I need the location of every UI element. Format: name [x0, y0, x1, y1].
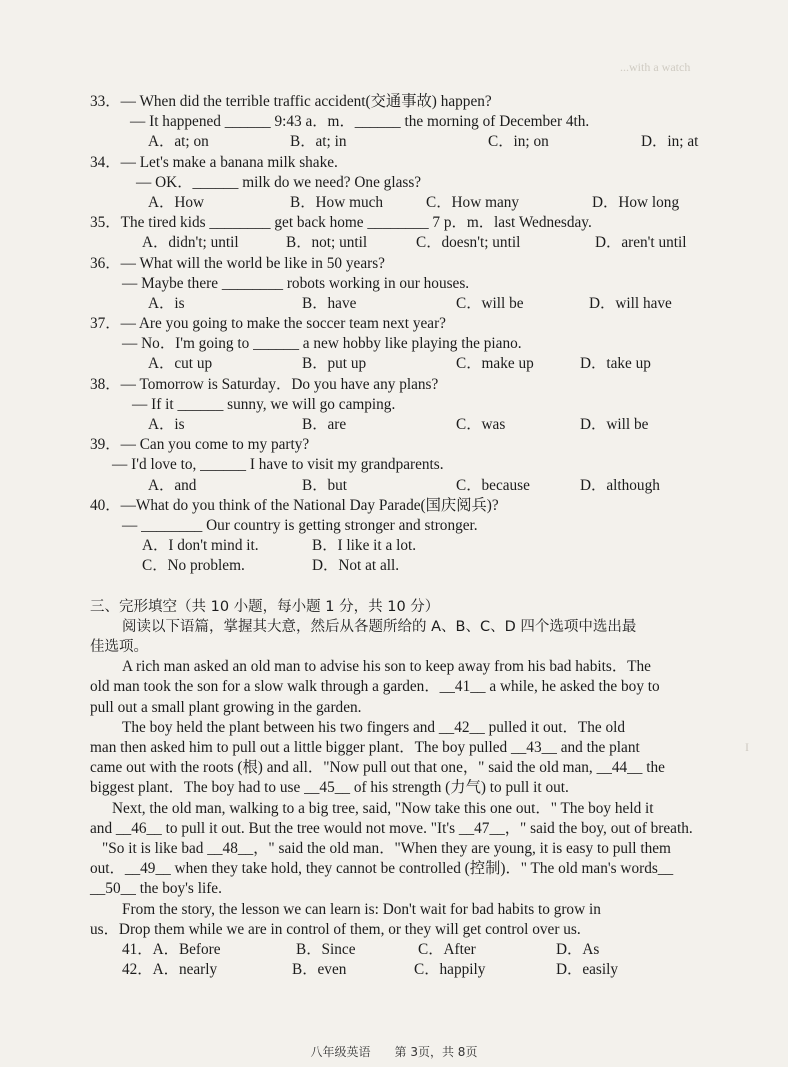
options-row: [90, 940, 750, 960]
answer-option: B．at; in: [290, 133, 347, 151]
answer-option: A．didn't; until: [142, 234, 239, 252]
options-row: [90, 233, 750, 253]
text-line: 36．— What will the world be like in 50 years?: [90, 254, 385, 272]
section-heading-line: 佳选项。: [90, 639, 148, 656]
answer-option: B．not; until: [286, 234, 368, 252]
answer-option: B．but: [302, 476, 348, 494]
text-line: — Maybe there ________ robots working in our houses.: [122, 274, 470, 292]
text-line: — If it ______ sunny, we will go camping.: [132, 395, 396, 413]
text-line: 37．— Are you going to make the soccer team next year?: [90, 315, 446, 333]
answer-option: B．even: [292, 961, 347, 979]
text-line: — No．I'm going to ______ a new hobby like playing the piano.: [122, 335, 522, 353]
options-row: [90, 960, 750, 980]
answer-option: C．because: [456, 476, 530, 494]
answer-option: D．although: [580, 476, 660, 494]
answer-option: C．doesn't; until: [416, 234, 521, 252]
options-row: [90, 132, 750, 152]
bleed-through-text: ...with a watch: [620, 60, 691, 74]
text-line: biggest plant．The boy had to use __45__ of his strength (力气) to pull it out.: [90, 779, 569, 797]
text-line: The boy held the plant between his two fingers and __42__ pulled it out．The old: [122, 718, 625, 736]
answer-option: D．easily: [556, 961, 619, 979]
text-line: 35．The tired kids ________ get back home ________ 7 p．m．last Wednesday.: [90, 214, 592, 232]
answer-option: C．No problem.: [142, 557, 245, 575]
text-line: — I'd love to, ______ I have to visit my grandparents.: [112, 456, 444, 474]
answer-option: B．are: [302, 416, 347, 433]
answer-option: D．in; at: [641, 133, 699, 151]
answer-option: D．take up: [580, 355, 651, 373]
answer-option: D．will have: [589, 294, 672, 312]
text-line: A rich man asked an old man to advise his son to keep away from his bad habits．The: [122, 658, 651, 676]
answer-option: B．I like it a lot.: [312, 537, 417, 555]
answer-option: 42．A．nearly: [122, 961, 218, 979]
text-line: Next, the old man, walking to a big tree, said, "Now take this one out．" The boy held it: [112, 799, 654, 817]
text-line: __50__ the boy's life.: [90, 880, 222, 898]
page-footer: 八年级英语 第 3页，共 8页: [310, 1045, 478, 1059]
answer-option: A．How: [148, 193, 205, 211]
options-row: [90, 294, 750, 314]
answer-option: D．Not at all.: [312, 557, 400, 575]
text-line: 40．—What do you think of the National Day Parade(国庆阅兵)?: [90, 496, 499, 514]
options-row: [90, 476, 750, 496]
text-line: out．__49__ when they take hold, they cannot be controlled (控制)．" The old man's words__: [90, 860, 674, 878]
section-heading-line: 阅读以下语篇，掌握其大意，然后从各题所给的 A、B、C、D 四个选项中选出最: [122, 618, 637, 635]
text-line: From the story, the lesson we can learn is: Don't wait for bad habits to grow in: [122, 900, 601, 918]
text-line: 39．— Can you come to my party?: [90, 436, 310, 454]
text-line: came out with the roots (根) and all．"Now pull out that one，" said the old man, __44__ the: [90, 759, 665, 777]
answer-option: A．I don't mind it.: [142, 537, 259, 555]
text-line: old man took the son for a slow walk through a garden．__41__ a while, he asked the boy to: [90, 678, 660, 696]
answer-option: C．was: [456, 416, 506, 433]
answer-option: A．at; on: [148, 133, 209, 151]
answer-option: D．aren't until: [595, 234, 687, 252]
answer-option: D．will be: [580, 416, 649, 433]
answer-option: B．have: [302, 294, 357, 312]
answer-option: C．will be: [456, 294, 524, 312]
bleed-through-text: I: [745, 740, 749, 754]
answer-option: D．How long: [592, 193, 680, 211]
exam-content: [90, 92, 750, 980]
answer-option: C．After: [418, 940, 476, 958]
options-row: [90, 536, 750, 556]
text-line: [90, 577, 750, 597]
answer-option: C．in; on: [488, 133, 549, 151]
answer-option: A．is: [148, 416, 185, 433]
text-line: 33．— When did the terrible traffic accident(交通事故) happen?: [90, 93, 492, 110]
text-line: — OK．______ milk do we need? One glass?: [136, 173, 422, 191]
answer-option: C．happily: [414, 961, 486, 979]
answer-option: A．and: [148, 476, 197, 494]
answer-option: C．How many: [426, 193, 520, 211]
text-line: — It happened ______ 9:43 a．m．______ the morning of December 4th.: [130, 113, 590, 131]
answer-option: B．How much: [290, 193, 384, 211]
options-row: [90, 193, 750, 213]
options-row: [90, 354, 750, 374]
answer-option: C．make up: [456, 355, 534, 373]
answer-option: A．is: [148, 294, 185, 312]
text-line: "So it is like bad __48__，" said the old man．"When they are young, it is easy to pull them: [102, 839, 671, 857]
options-row: [90, 415, 750, 435]
text-line: man then asked him to pull out a little bigger plant．The boy pulled __43__ and the plant: [90, 739, 640, 756]
section-heading-line: 三、完形填空（共 10 小题，每小题 1 分，共 10 分）: [90, 598, 440, 615]
options-row: [90, 556, 750, 576]
text-line: — ________ Our country is getting stronger and stronger.: [122, 516, 478, 534]
text-line: 38．— Tomorrow is Saturday．Do you have any plans?: [90, 375, 439, 393]
text-line: us．Drop them while we are in control of them, or they will get control over us.: [90, 920, 581, 938]
answer-option: 41．A．Before: [122, 940, 221, 958]
answer-option: B．put up: [302, 355, 367, 373]
answer-option: A．cut up: [148, 355, 213, 373]
answer-option: B．Since: [296, 940, 356, 958]
text-line: and __46__ to pull it out. But the tree would not move. "It's __47__，" said the boy, out of breath.: [90, 819, 693, 837]
text-line: 34．— Let's make a banana milk shake.: [90, 153, 338, 171]
answer-option: D．As: [556, 940, 600, 958]
text-line: pull out a small plant growing in the garden.: [90, 698, 362, 716]
